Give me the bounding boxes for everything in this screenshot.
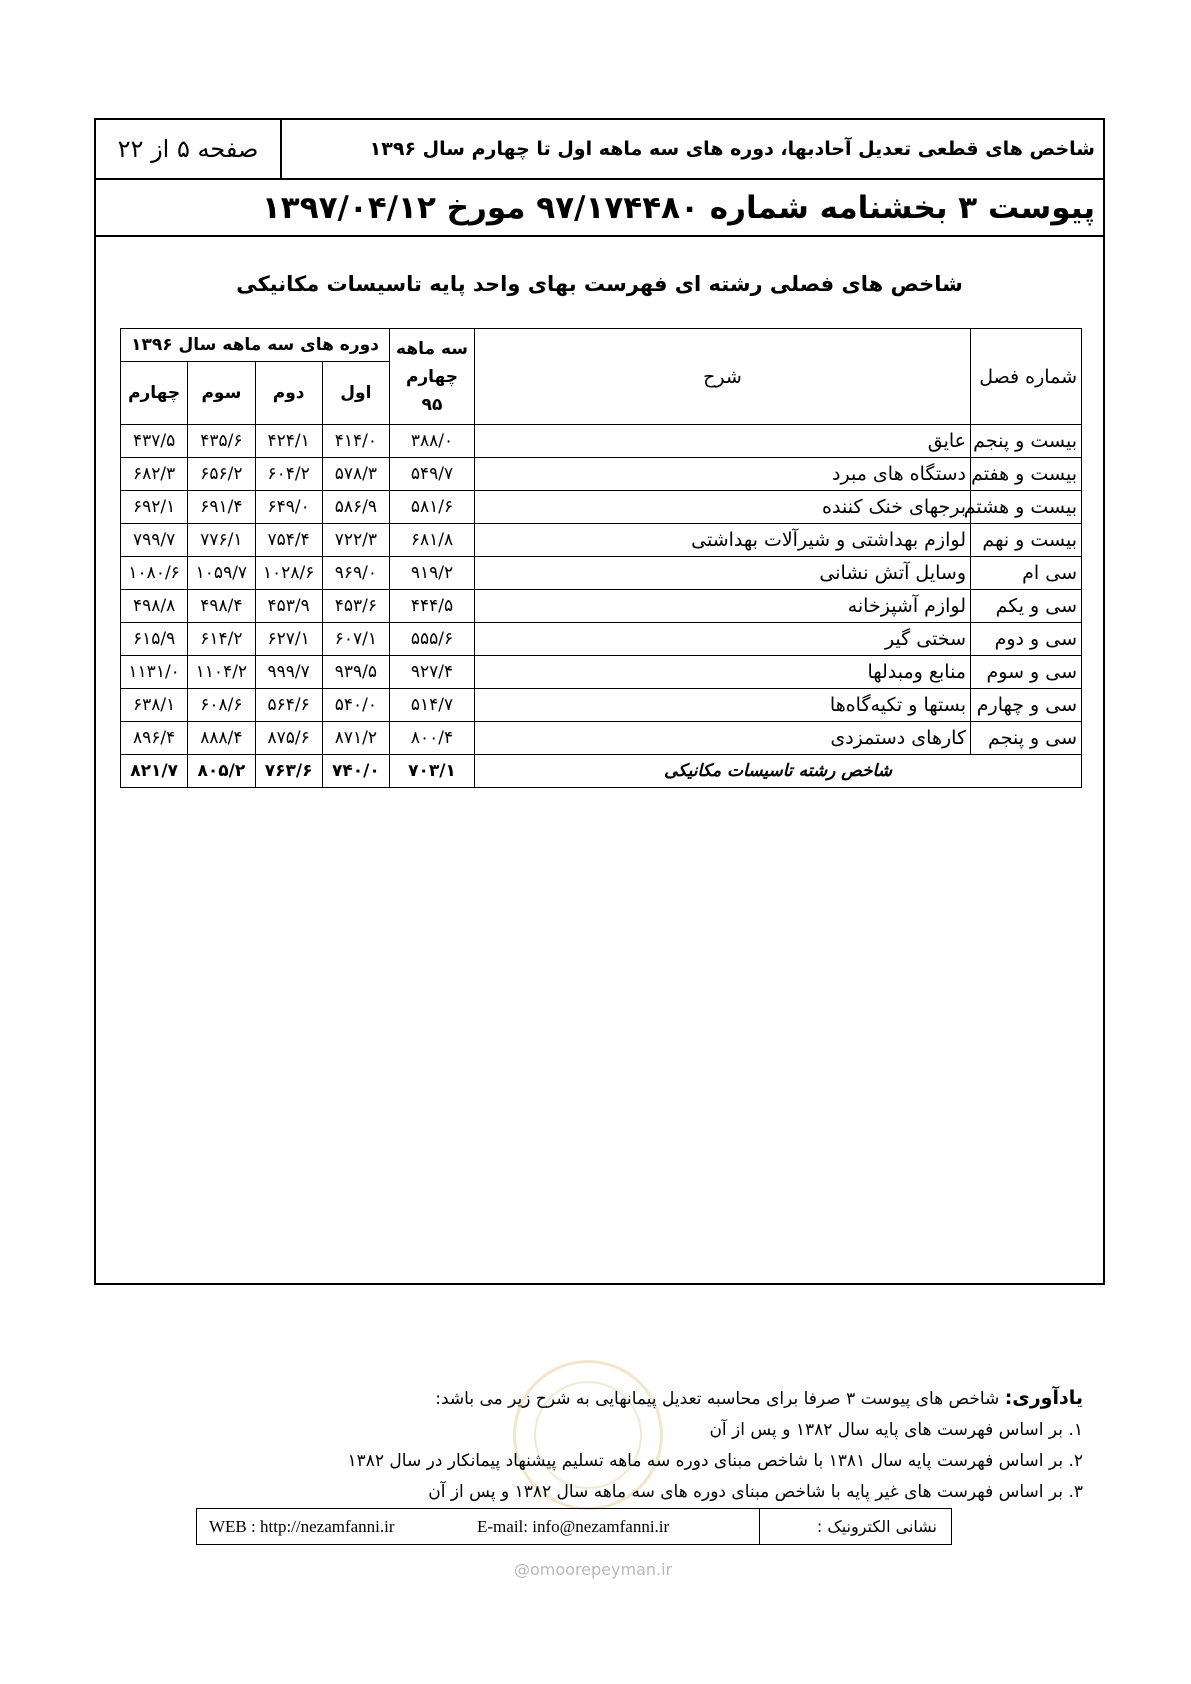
cell-q2: ۹۹۹/۷ (255, 656, 322, 689)
page-number: صفحه ۵ از ۲۲ (96, 120, 282, 178)
cell-q95: ۵۴۹/۷ (390, 458, 475, 491)
cell-chapter: سی و چهارم (971, 689, 1082, 722)
total-q2: ۷۶۳/۶ (255, 755, 322, 788)
cell-q2: ۶۴۹/۰ (255, 491, 322, 524)
total-q3: ۸۰۵/۲ (188, 755, 255, 788)
cell-chapter: بیست و هشتم (971, 491, 1082, 524)
header-chapter: شماره فصل (971, 329, 1082, 425)
cell-q1: ۹۶۹/۰ (322, 557, 389, 590)
total-q4: ۸۲۱/۷ (121, 755, 188, 788)
cell-desc: سختی گیر (475, 623, 971, 656)
header-q4: چهارم (121, 362, 188, 425)
cell-q4: ۶۱۵/۹ (121, 623, 188, 656)
cell-q1: ۵۷۸/۳ (322, 458, 389, 491)
footer-watermark-site: @omoorepeyman.ir (514, 1560, 673, 1579)
cell-q1: ۶۰۷/۱ (322, 623, 389, 656)
cell-q1: ۵۴۰/۰ (322, 689, 389, 722)
cell-q4: ۶۹۲/۱ (121, 491, 188, 524)
notes (83, 1383, 1083, 1508)
cell-chapter: سی و سوم (971, 656, 1082, 689)
cell-chapter: بیست و پنجم (971, 425, 1082, 458)
cell-q1: ۷۲۲/۳ (322, 524, 389, 557)
cell-q95: ۵۸۱/۶ (390, 491, 475, 524)
address-label: نشانی الکترونیک : (759, 1509, 951, 1544)
web-link[interactable]: WEB : http://nezamfanni.ir (209, 1516, 395, 1536)
cell-q1: ۴۱۴/۰ (322, 425, 389, 458)
cell-q3: ۴۹۸/۴ (188, 590, 255, 623)
cell-desc: برجهای خنک کننده (475, 491, 971, 524)
cell-chapter: سی و یکم (971, 590, 1082, 623)
cell-q2: ۴۲۴/۱ (255, 425, 322, 458)
cell-desc: وسایل آتش نشانی (475, 557, 971, 590)
cell-q4: ۸۹۶/۴ (121, 722, 188, 755)
note-item: ۲. بر اساس فهرست پایه سال ۱۳۸۱ با شاخص مبنای دوره سه ماهه تسلیم پیشنهاد پیمانکار در سال ۱۳۸۲ (347, 1451, 1083, 1471)
contact-box (196, 1508, 952, 1545)
header-desc: شرح (475, 329, 971, 425)
cell-q3: ۶۵۶/۲ (188, 458, 255, 491)
table-row (121, 491, 1082, 524)
cell-q1: ۴۵۳/۶ (322, 590, 389, 623)
cell-q2: ۶۰۴/۲ (255, 458, 322, 491)
cell-q4: ۶۳۸/۱ (121, 689, 188, 722)
appendix-title: پیوست ۳ بخشنامه شماره ۹۷/۱۷۴۴۸۰ مورخ ۱۳۹۷/۰۴/۱۲ (96, 180, 1103, 237)
table-row (121, 425, 1082, 458)
cell-q3: ۷۷۶/۱ (188, 524, 255, 557)
cell-q95: ۵۱۴/۷ (390, 689, 475, 722)
email-link[interactable]: E-mail: info@nezamfanni.ir (477, 1516, 670, 1536)
table-row (121, 656, 1082, 689)
cell-chapter: بیست و نهم (971, 524, 1082, 557)
notes-label: یادآوری: (1004, 1387, 1083, 1409)
cell-q1: ۸۷۱/۲ (322, 722, 389, 755)
cell-q2: ۸۷۵/۶ (255, 722, 322, 755)
page-frame (94, 118, 1105, 1285)
cell-q4: ۱۱۳۱/۰ (121, 656, 188, 689)
cell-q1: ۹۳۹/۵ (322, 656, 389, 689)
header-q2: دوم (255, 362, 322, 425)
total-q95: ۷۰۳/۱ (390, 755, 475, 788)
header-q95: سه ماهه چهارم ۹۵ (390, 329, 475, 425)
table-row (121, 524, 1082, 557)
cell-q4: ۱۰۸۰/۶ (121, 557, 188, 590)
header-row (96, 120, 1103, 180)
cell-q3: ۸۸۸/۴ (188, 722, 255, 755)
total-desc: شاخص رشته تاسیسات مکانیکی (475, 755, 1082, 788)
cell-q4: ۴۳۷/۵ (121, 425, 188, 458)
table-row (121, 458, 1082, 491)
notes-intro: شاخص های پیوست ۳ صرفا برای محاسبه تعدیل پیمانهایی به شرح زیر می باشد: (435, 1389, 1000, 1409)
cell-desc: لوازم بهداشتی و شیرآلات بهداشتی (475, 524, 971, 557)
cell-q95: ۵۵۵/۶ (390, 623, 475, 656)
table-total-row (121, 755, 1082, 788)
cell-q4: ۷۹۹/۷ (121, 524, 188, 557)
cell-q95: ۶۸۱/۸ (390, 524, 475, 557)
cell-q4: ۴۹۸/۸ (121, 590, 188, 623)
table-row (121, 557, 1082, 590)
cell-desc: بستها و تکیه‌گاه‌ها (475, 689, 971, 722)
cell-q2: ۴۵۳/۹ (255, 590, 322, 623)
cell-chapter: سی و پنجم (971, 722, 1082, 755)
cell-q2: ۱۰۲۸/۶ (255, 557, 322, 590)
cell-q2: ۷۵۴/۴ (255, 524, 322, 557)
cell-q95: ۸۰۰/۴ (390, 722, 475, 755)
table-row (121, 623, 1082, 656)
cell-q2: ۶۲۷/۱ (255, 623, 322, 656)
header-q3: سوم (188, 362, 255, 425)
cell-desc: منابع ومبدلها (475, 656, 971, 689)
cell-q3: ۱۰۵۹/۷ (188, 557, 255, 590)
cell-q3: ۶۰۸/۶ (188, 689, 255, 722)
cell-q95: ۹۱۹/۲ (390, 557, 475, 590)
cell-q2: ۵۶۴/۶ (255, 689, 322, 722)
cell-q1: ۵۸۶/۹ (322, 491, 389, 524)
table-row (121, 722, 1082, 755)
cell-q4: ۶۸۲/۳ (121, 458, 188, 491)
index-table (120, 328, 1082, 788)
document-title: شاخص های قطعی تعدیل آحادبها، دوره های سه ماهه اول تا چهارم سال ۱۳۹۶ (369, 138, 1095, 160)
table-row (121, 590, 1082, 623)
cell-q3: ۶۱۴/۲ (188, 623, 255, 656)
cell-q3: ۱۱۰۴/۲ (188, 656, 255, 689)
cell-q95: ۹۲۷/۴ (390, 656, 475, 689)
cell-q95: ۳۸۸/۰ (390, 425, 475, 458)
cell-desc: کارهای دستمزدی (475, 722, 971, 755)
cell-chapter: بیست و هفتم (971, 458, 1082, 491)
table-row (121, 689, 1082, 722)
cell-chapter: سی و دوم (971, 623, 1082, 656)
cell-chapter: سی ام (971, 557, 1082, 590)
cell-desc: عایق (475, 425, 971, 458)
cell-q3: ۶۹۱/۴ (188, 491, 255, 524)
total-q1: ۷۴۰/۰ (322, 755, 389, 788)
cell-desc: لوازم آشپزخانه (475, 590, 971, 623)
note-item: ۱. بر اساس فهرست های پایه سال ۱۳۸۲ و پس از آن (709, 1420, 1083, 1440)
cell-q3: ۴۳۵/۶ (188, 425, 255, 458)
section-title: شاخص های فصلی رشته ای فهرست بهای واحد پایه تاسیسات مکانیکی (236, 272, 963, 296)
note-item: ۳. بر اساس فهرست های غیر پایه با شاخص مبنای دوره های سه ماهه سال ۱۳۸۲ و پس از آن (428, 1482, 1083, 1502)
cell-q95: ۴۴۴/۵ (390, 590, 475, 623)
header-q1: اول (322, 362, 389, 425)
notes-intro-line (83, 1383, 1083, 1415)
header-periods-1396: دوره های سه ماهه سال ۱۳۹۶ (121, 329, 390, 362)
cell-desc: دستگاه های مبرد (475, 458, 971, 491)
